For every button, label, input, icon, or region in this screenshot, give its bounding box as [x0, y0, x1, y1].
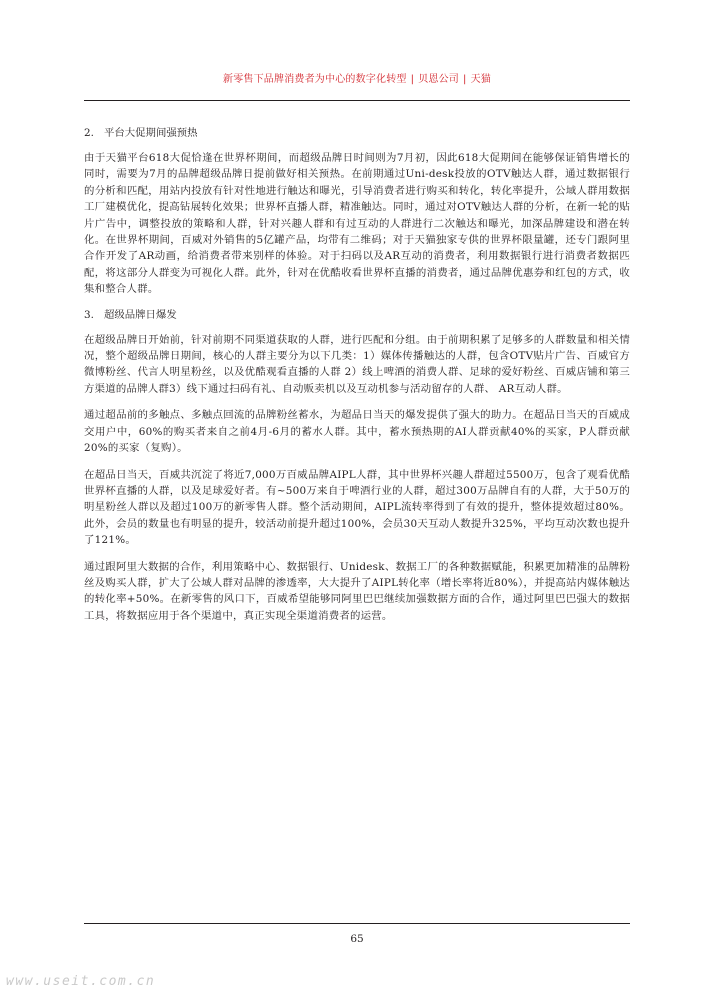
section-title: 超级品牌日爆发 [104, 308, 177, 321]
section-title: 平台大促期间强预热 [104, 127, 198, 139]
paragraph: 由于天猫平台618大促恰逢在世界杯期间，而超级品牌日时间则为7月初，因此618大促期间在能够保证销售增长的同时，需要为7月的品牌超级品牌日提前做好相关预热。在前期通过Uni-desk投放的OTV触达人群，通过数据银行的分析和匹配，用站内投放有针对性地进行触达和曝光，引导消费者进行购买和转化，转化率提升，公域人群用数据工厂建模优化，提高钻展转化效果；世界杯直播人群，精准触达。同时，通过对OTV触达人群的分析，在新一轮的贴片广告中，调整投放的策略和人群，针对兴趣人群和有过互动的人群进行二次触达和曝光，加深品牌建设和潜在转化。在世界杯期间，百威对外销售的5亿罐产品，均带有二维码；对于天猫独家专供的世界杯限量罐，还专门跟阿里合作开发了AR动画，给消费者带来别样的体验。对于扫码以及AR互动的消费者，利用数据银行进行消费者数据匹配，将这部分人群变为可视化人群。此外，针对在优酷收看世界杯直播的消费者，通过品牌优惠券和红包的方式，收集和整合人群。 [84, 152, 630, 296]
section-heading [84, 126, 630, 140]
header-rule [84, 100, 630, 101]
page-body [84, 126, 630, 634]
paragraph: 通过跟阿里大数据的合作，利用策略中心、数据银行、Unidesk、数据工厂的各种数据赋能，积累更加精准的品牌粉丝及购买人群，扩大了公域人群对品牌的渗透率，大大提升了AIPL转化率（增长率将近80%），并提高站内媒体触达的转化率+50%。在新零售的风口下，百威希望能够同阿里巴巴继续加强数据方面的合作，通过阿里巴巴强大的数据工具，将数据应用于各个渠道中，真正实现全渠道消费者的运营。 [84, 560, 630, 622]
watermark: www.useit.com.cn [6, 974, 156, 989]
header-separator-1: | [410, 74, 415, 85]
paragraph: 通过超品前的多触点、多触点回流的品牌粉丝蓄水，为超品日当天的爆发提供了强大的助力。在超品日当天的百威成交用户中，60%的购买者来自之前4月-6月的蓄水人群。其中，蓄水预热期的AI人群贡献40%的买家，P人群贡献20%的买家（复购）。 [84, 409, 630, 455]
running-header [84, 70, 630, 85]
header-company-bain: 贝恩公司 [418, 74, 459, 85]
header-title: 新零售下品牌消费者为中心的数字化转型 [223, 74, 407, 85]
page-number: 65 [350, 933, 364, 945]
section-2 [84, 126, 630, 298]
section-number: 2. [84, 127, 94, 139]
section-3 [84, 308, 630, 625]
footer-rule [84, 923, 630, 924]
header-company-tmall: 天猫 [470, 74, 491, 85]
paragraph: 在超品日当天，百威共沉淀了将近7,000万百威品牌AIPL人群，其中世界杯兴趣人群超过5500万，包含了观看优酷世界杯直播的人群，以及足球爱好者。有~500万来自于啤酒行业的人群，超过300万品牌自有的人群，大于50万的明星粉丝人群以及超过100万的新零售人群。整个活动期间，AIPL流转率得到了有效的提升，整体提效超过80%。此外，会员的数量也有明显的提升，较活动前提升超过100%，会员30天互动人数提升325%，平均互动次数也提升了121%。 [84, 468, 630, 547]
paragraph: 在超级品牌日开始前，针对前期不同渠道获取的人群，进行匹配和分组。由于前期积累了足够多的人群数量和相关情况，整个超级品牌日期间，核心的人群主要分为以下几类：1）媒体传播触达的人群，包含OTV贴片广告、百威官方微博粉丝、代言人明星粉丝，以及优酷观看直播的人群 2）线上啤酒的消费人群、足球的爱好粉丝、百威店铺和第三方渠道的品牌人群3）线下通过扫码有礼、自动贩卖机以及互动机参与活动留存的人群、 AR互动人群。 [84, 333, 630, 395]
header-separator-2: | [463, 74, 467, 85]
section-heading [84, 308, 630, 322]
section-number: 3. [84, 308, 94, 321]
